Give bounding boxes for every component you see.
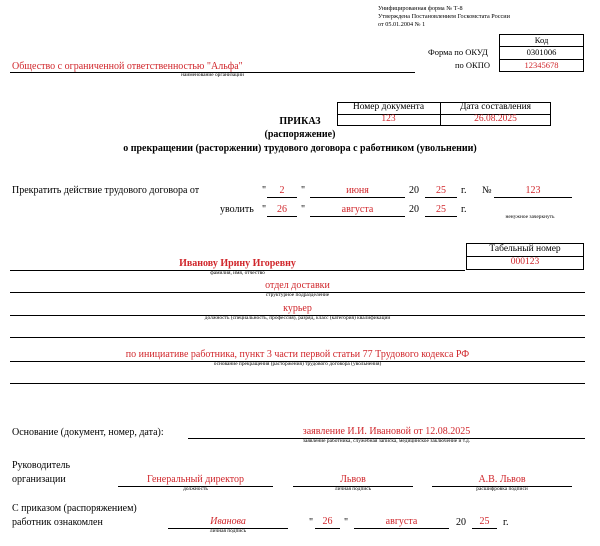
organization-name: Общество с ограниченной ответственностью "Альфа" — [12, 61, 243, 72]
dismiss-quote-close: " — [301, 204, 306, 215]
doc-number-value: 123 — [381, 114, 396, 124]
basis-label: Основание (документ, номер, дата): — [12, 427, 164, 438]
head-label-2: организации — [12, 474, 66, 485]
head-position-caption: должность — [183, 486, 208, 492]
doc-date-value: 26.08.2025 — [474, 114, 517, 124]
okpo-label: по ОКПО — [455, 60, 491, 70]
dismiss-year-underline — [425, 216, 457, 217]
contract-year-prefix: 20 — [409, 185, 419, 196]
position-caption: должность (специальность, профессия), разряд, класс (категория) квалификации — [204, 315, 391, 321]
strike-note: ненужное зачеркнуть — [505, 214, 555, 220]
okud-value: 0301006 — [526, 47, 557, 57]
head-signature: Львов — [340, 474, 366, 485]
title-prikaz: ПРИКАЗ — [279, 116, 321, 127]
grounds-value: по инициативе работника, пункт 3 части первой статьи 77 Трудового кодекса РФ — [125, 349, 470, 360]
contract-day: 2 — [279, 185, 285, 196]
employee-name-caption: фамилия, имя, отчество — [210, 270, 265, 276]
title-rasporyazhenie: (распоряжение) — [264, 129, 336, 140]
organization-caption: наименование организации — [181, 72, 244, 78]
position-extra-underline — [10, 337, 585, 338]
position-value: курьер — [283, 303, 312, 314]
contract-number: 123 — [525, 185, 541, 196]
ack-quote-close: " — [344, 517, 349, 528]
tab-number-header: Табельный номер — [489, 244, 561, 254]
dismiss-month-underline — [310, 216, 405, 217]
form-header-line-1: Унифицированная форма № Т-8 — [378, 5, 463, 12]
grounds-caption: основание прекращения (расторжения) трудового договора (увольнения) — [213, 361, 382, 367]
head-position: Генеральный директор — [146, 474, 245, 485]
head-decoding: А.В. Львов — [478, 474, 526, 485]
basis-value: заявление И.И. Ивановой от 12.08.2025 — [302, 426, 471, 437]
code-header: Код — [534, 35, 549, 45]
ack-month-underline — [354, 528, 449, 529]
okpo-value: 12345678 — [524, 60, 559, 70]
ack-quote-open: " — [309, 517, 314, 528]
contract-label: Прекратить действие трудового договора от — [12, 185, 200, 196]
dismiss-year-suffix: г. — [461, 204, 467, 215]
contract-year-underline — [425, 197, 457, 198]
contract-month-underline — [310, 197, 405, 198]
ack-label-1: С приказом (распоряжением) — [12, 503, 137, 514]
dismiss-month: августа — [341, 204, 374, 215]
head-decoding-caption: расшифровка подписи — [476, 486, 528, 492]
department-value: отдел доставки — [265, 280, 330, 291]
dismiss-year-prefix: 20 — [409, 204, 419, 215]
ack-year-suffix: г. — [503, 517, 509, 528]
doc-date-header: Дата составления — [459, 102, 532, 112]
ack-year: 25 — [479, 516, 490, 527]
contract-number-underline — [494, 197, 572, 198]
ack-month: августа — [385, 516, 418, 527]
head-signature-caption: личная подпись — [334, 486, 372, 492]
employee-name: Иванову Ирину Игоревну — [179, 258, 296, 269]
dismiss-quote-open: " — [262, 204, 267, 215]
ack-label-2: работник ознакомлен — [12, 517, 103, 528]
contract-quote-close: " — [301, 185, 306, 196]
okud-label: Форма по ОКУД — [428, 47, 488, 57]
head-label-1: Руководитель — [12, 460, 71, 471]
basis-caption: заявление работника, служебная записка, медицинское заключение и т.д. — [302, 438, 471, 444]
contract-year: 25 — [436, 185, 446, 196]
ack-signature: Иванова — [210, 516, 246, 527]
department-caption: структурное подразделение — [265, 292, 330, 298]
form-header-line-2: Утверждена Постановлением Госкомстата России — [378, 13, 510, 20]
form-header-line-3: от 05.01.2004 № 1 — [378, 21, 426, 28]
contract-year-suffix: г. — [461, 185, 467, 196]
tab-number-value: 000123 — [510, 257, 540, 267]
dismiss-day: 26 — [277, 204, 287, 215]
ack-day-underline — [315, 528, 340, 529]
dismiss-year: 25 — [436, 204, 446, 215]
ack-year-underline — [472, 528, 497, 529]
contract-quote-open: " — [262, 185, 267, 196]
doc-number-header: Номер документа — [352, 102, 425, 112]
contract-number-sign: № — [482, 185, 492, 196]
dismiss-label: уволить — [220, 204, 254, 215]
grounds-extra-underline — [10, 383, 585, 384]
contract-month: июня — [346, 185, 369, 196]
ack-year-prefix: 20 — [456, 517, 466, 528]
ack-signature-caption: личная подпись — [209, 528, 247, 534]
ack-day: 26 — [322, 516, 333, 527]
dismiss-day-underline — [267, 216, 297, 217]
contract-day-underline — [267, 197, 297, 198]
title-subject: о прекращении (расторжении) трудового договора с работником (увольнении) — [123, 143, 477, 154]
